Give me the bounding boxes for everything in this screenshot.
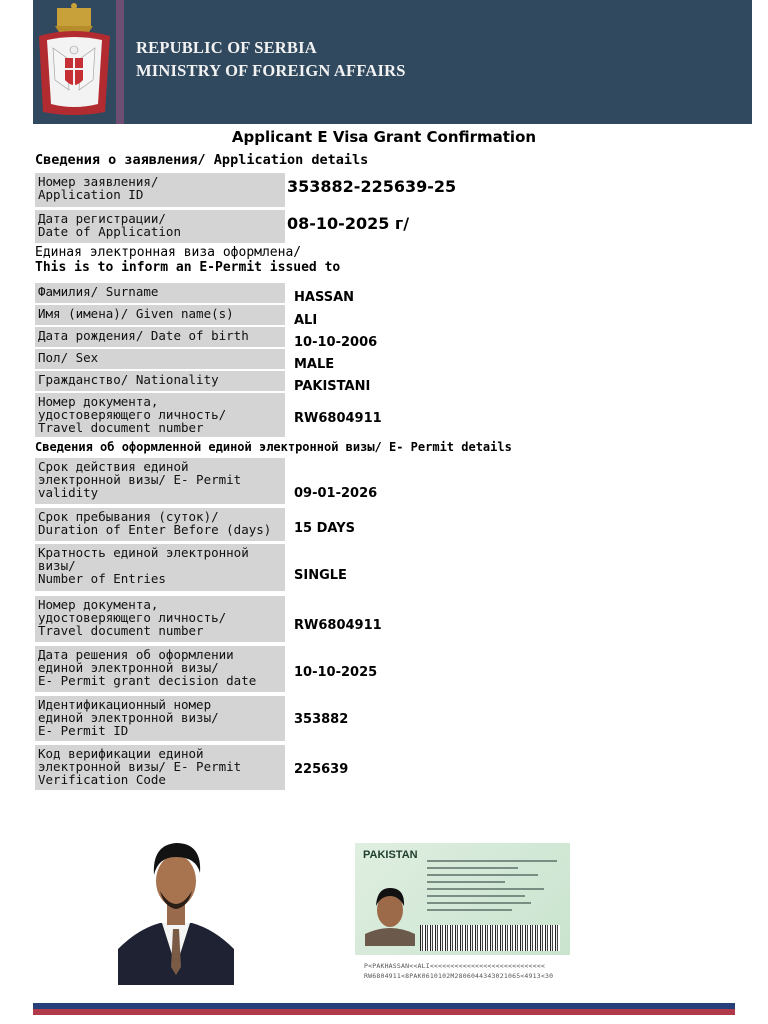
sex-label: Пол/ Sex <box>35 349 285 369</box>
permit-validity-label: Срок действия единой электронной визы/ E- Permit validity <box>35 458 285 504</box>
permit-id-value: 353882 <box>294 712 349 727</box>
permit-details-heading: Сведения об оформленной единой электронной визы/ E- Permit details <box>35 440 512 454</box>
duration-label: Срок пребывания (суток)/ Duration of Enter Before (days) <box>35 508 285 541</box>
passport-barcode <box>420 925 560 951</box>
nationality-value: PAKISTANI <box>294 379 371 394</box>
permit-intro-line1: Единая электронная виза оформлена/ <box>35 245 302 260</box>
grant-decision-date-label: Дата решения об оформлении единой электронной визы/ E- Permit grant decision date <box>35 646 285 692</box>
application-details-heading: Сведения о заявления/ Application details <box>35 152 369 168</box>
duration-value: 15 DAYS <box>294 521 356 536</box>
surname-value: HASSAN <box>294 290 355 305</box>
date-of-birth-label: Дата рождения/ Date of birth <box>35 327 285 347</box>
permit-intro-line2: This is to inform an E-Permit issued to <box>35 260 341 275</box>
applicant-photo <box>118 817 234 985</box>
passport-data-lines <box>427 855 557 911</box>
nationality-label: Гражданство/ Nationality <box>35 371 285 391</box>
verification-code-value: 225639 <box>294 762 349 777</box>
verification-code-label: Код верификации единой электронной визы/ E- Permit Verification Code <box>35 745 285 790</box>
permit-intro <box>35 245 365 275</box>
travel-document-value: RW6804911 <box>294 411 382 426</box>
passport-photo <box>365 878 415 946</box>
application-id-label: Номер заявления/ Application ID <box>35 173 285 207</box>
document-title: Applicant E Visa Grant Confirmation <box>231 128 537 146</box>
serbia-coat-of-arms-icon <box>33 0 116 124</box>
sex-value: MALE <box>294 357 335 372</box>
grant-decision-date-value: 10-10-2025 <box>294 665 378 680</box>
header-banner <box>33 0 752 124</box>
passport-scan <box>355 843 570 955</box>
banner-accent-stripe <box>116 0 124 124</box>
header-title-line1: REPUBLIC OF SERBIA <box>136 38 317 57</box>
permit-travel-document-value: RW6804911 <box>294 618 382 633</box>
passport-mrz-line1: P<PAKHASSAN<<ALI<<<<<<<<<<<<<<<<<<<<<<<<<<<< <box>364 962 545 970</box>
travel-document-label: Номер документа, удостоверяющего личность/ Travel document number <box>35 393 285 437</box>
passport-country: PAKISTAN <box>363 849 418 861</box>
permit-validity-value: 09-01-2026 <box>294 486 378 501</box>
header-title-line2: MINISTRY OF FOREIGN AFFAIRS <box>136 61 406 80</box>
date-of-application-label: Дата регистрации/ Date of Application <box>35 210 285 243</box>
footer-stripe-red <box>33 1009 735 1015</box>
permit-travel-document-label: Номер документа, удостоверяющего личность/ Travel document number <box>35 596 285 642</box>
number-of-entries-value: SINGLE <box>294 568 347 583</box>
surname-label: Фамилия/ Surname <box>35 283 285 303</box>
date-of-birth-value: 10-10-2006 <box>294 335 378 350</box>
passport-mrz-line2: RW6804911<8PAK0610102M2806044343021065<4913<30 <box>364 972 554 980</box>
number-of-entries-label: Кратность единой электронной визы/ Number of Entries <box>35 544 285 591</box>
application-id-value: 353882-225639-25 <box>287 177 457 196</box>
date-of-application-value: 08-10-2025 г/ <box>287 214 410 233</box>
given-names-label: Имя (имена)/ Given name(s) <box>35 305 285 325</box>
given-names-value: ALI <box>294 313 318 328</box>
permit-id-label: Идентификационный номер единой электронной визы/ E- Permit ID <box>35 696 285 741</box>
